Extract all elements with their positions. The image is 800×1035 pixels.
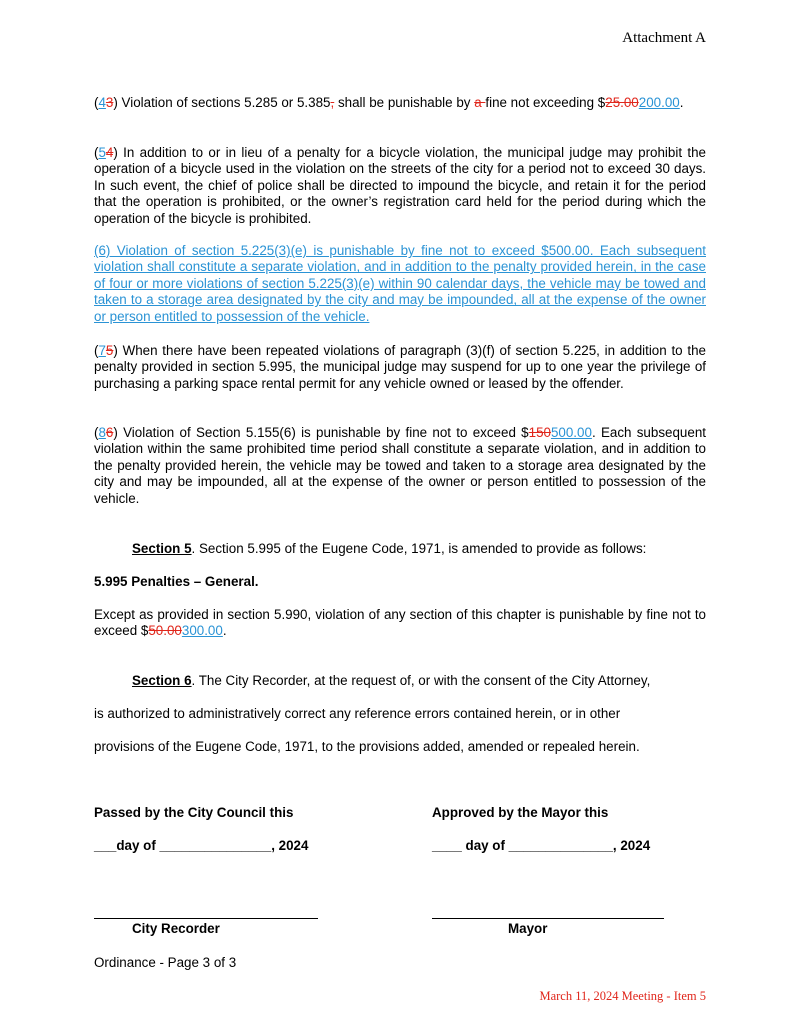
mayor-title: Approved by the Mayor this: [432, 805, 609, 820]
penalties-subheading: 5.995 Penalties – General.: [94, 574, 259, 589]
deleted-number: 3: [105, 95, 114, 110]
section-6-line-1: Section 6. The City Recorder, at the request of, or with the consent of the City Attorney,: [132, 673, 651, 688]
deleted-amount: 150: [528, 425, 551, 440]
deleted-article: a: [474, 95, 486, 110]
meeting-stamp: March 11, 2024 Meeting - Item 5: [539, 989, 706, 1003]
deleted-number: 5: [105, 343, 114, 358]
paragraph-8: (86) Violation of Section 5.155(6) is punishable by fine not to exceed $150500.00. Each subsequent violation within the same prohibited time period shall constitute a separate violation, and in addition to the penalty provided herein, the vehicle may be towed and taken to a storage area designated by the city and may be impounded, all at the expense of the owner or person entitled to possession of the vehicle.: [94, 425, 706, 506]
inserted-number: 8: [98, 425, 106, 440]
paragraph-5: (54) In addition to or in lieu of a penalty for a bicycle violation, the municipal judge may prohibit the operation of a bicycle used in the violation on the streets of the city for a period not to exceed 30 days. In such event, the chief of police shall be directed to impound the bicycle, and retain it for the period that the operation is prohibited, or the owner’s registration card held for the period during which the operation of the bicycle is prohibited.: [94, 145, 706, 226]
council-date-line: ___day of _______________, 2024: [94, 838, 309, 853]
mayor-label: Mayor: [508, 921, 548, 936]
deleted-amount: 50.00: [148, 623, 182, 639]
section-6-heading: Section 6: [132, 673, 192, 688]
mayor-date-line: ____ day of ______________, 2024: [432, 838, 651, 853]
recorder-label: City Recorder: [132, 921, 220, 936]
deleted-comma: ,: [330, 95, 335, 110]
deleted-number: 4: [105, 145, 114, 160]
section-5-intro: Section 5. Section 5.995 of the Eugene Code, 1971, is amended to provide as follows:: [132, 541, 647, 556]
recorder-signature-line: [94, 918, 318, 919]
section-5-body: Except as provided in section 5.990, violation of any section of this chapter is punishable by fine not to exceed $50.00300.00.: [94, 607, 706, 639]
inserted-number: 4: [98, 95, 106, 110]
inserted-number: 7: [98, 343, 106, 358]
section-6-line-3: provisions of the Eugene Code, 1971, to the provisions added, amended or repealed herein.: [94, 739, 640, 754]
deleted-number: 6: [105, 425, 114, 440]
inserted-amount: 200.00: [638, 95, 680, 110]
paragraph-4: (43) Violation of sections 5.285 or 5.385, shall be punishable by a fine not exceeding $25.00200.00.: [94, 95, 684, 110]
page-number: Ordinance - Page 3 of 3: [94, 955, 237, 970]
inserted-number: 5: [98, 145, 106, 160]
attachment-label: Attachment A: [622, 30, 706, 46]
section-6-line-2: is authorized to administratively correct any reference errors contained herein, or in other: [94, 706, 621, 721]
mayor-signature-line: [432, 918, 664, 919]
inserted-amount: 500.00: [550, 425, 592, 440]
paragraph-7: (75) When there have been repeated violations of paragraph (3)(f) of section 5.225, in addition to the penalty provided in section 5.995, the municipal judge may suspend for up to one year the privilege of purchasing a parking space rental permit for any vehicle owned or leased by the offender.: [94, 343, 706, 391]
deleted-amount: 25.00: [605, 95, 639, 110]
council-title: Passed by the City Council this: [94, 805, 294, 820]
paragraph-6-inserted: (6) Violation of section 5.225(3)(e) is punishable by fine not to exceed $500.00. Each subsequent violation shall constitute a separate violation, and in addition to the penalty provided herein, in the case of four or more violations of section 5.225(3)(e) within 90 calendar days, the vehicle may be towed and taken to a storage area designated by the city and may be impounded, all at the expense of the owner or person entitled to possession of the vehicle.: [94, 243, 706, 324]
inserted-amount: 300.00: [181, 623, 223, 639]
section-5-heading: Section 5: [132, 541, 192, 556]
